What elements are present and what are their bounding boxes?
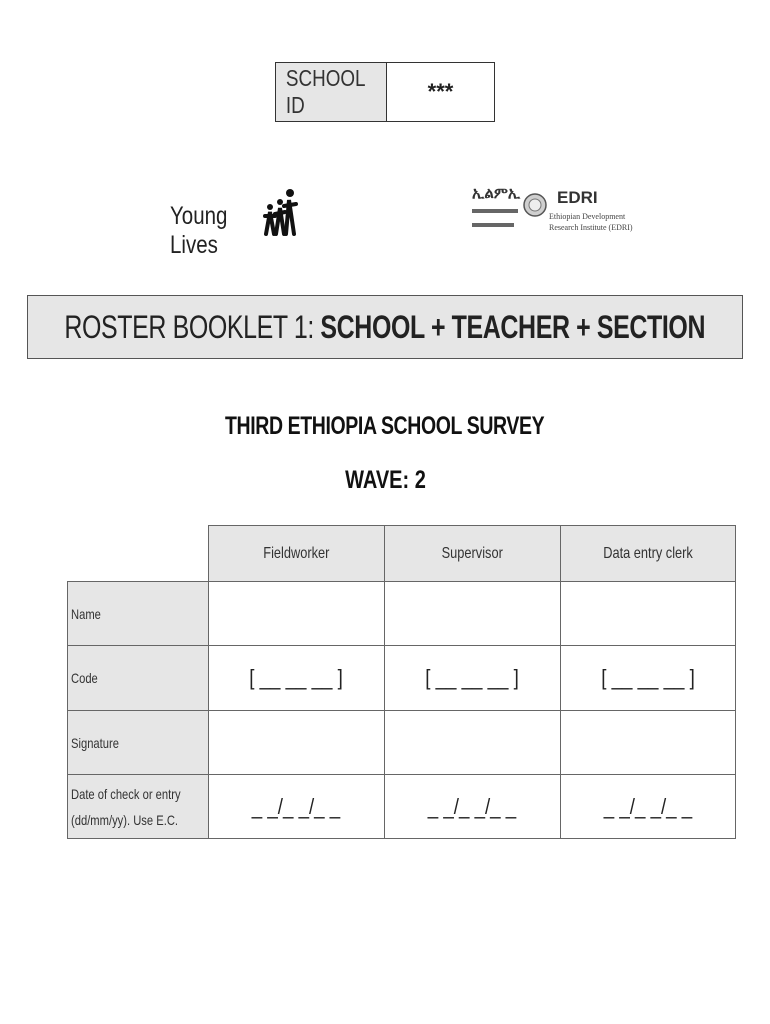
row-label-code: Code bbox=[68, 646, 209, 711]
young-lives-wordmark: Young Lives bbox=[170, 202, 228, 259]
children-figures-icon bbox=[262, 182, 298, 238]
edri-subtitle-2: Research Institute (EDRI) bbox=[549, 223, 633, 232]
signature-field-data-entry-clerk[interactable] bbox=[560, 711, 735, 775]
date-field-supervisor[interactable]: _ _/_ _/_ _ bbox=[384, 775, 560, 839]
young-lives-logo bbox=[170, 182, 300, 259]
name-field-data-entry-clerk[interactable] bbox=[560, 582, 735, 646]
booklet-title-bar bbox=[27, 295, 743, 359]
table-header-row bbox=[68, 526, 736, 582]
edri-seal-icon bbox=[523, 193, 547, 217]
code-field-fieldworker[interactable]: [ __ __ __ ] bbox=[208, 646, 384, 711]
column-data-entry-clerk: Data entry clerk bbox=[560, 526, 735, 582]
wave-title: WAVE: 2 bbox=[344, 466, 426, 494]
row-label-name: Name bbox=[68, 582, 209, 646]
row-label-signature: Signature bbox=[68, 711, 209, 775]
date-field-fieldworker[interactable]: _ _/_ _/_ _ bbox=[208, 775, 384, 839]
edri-logo bbox=[470, 185, 633, 241]
row-label-date: Date of check or entry (dd/mm/yy). Use E.C. bbox=[68, 775, 209, 839]
edri-amharic-logo: ኢልምኢ bbox=[470, 185, 522, 241]
school-id-value[interactable]: *** bbox=[427, 79, 454, 104]
table-row-signature bbox=[68, 711, 736, 775]
booklet-title: ROSTER BOOKLET 1: SCHOOL + TEACHER + SECTION bbox=[64, 308, 706, 345]
name-field-fieldworker[interactable] bbox=[208, 582, 384, 646]
column-supervisor: Supervisor bbox=[384, 526, 560, 582]
edri-subtitle-1: Ethiopian Development bbox=[549, 212, 626, 221]
table-row-name bbox=[68, 582, 736, 646]
signature-field-supervisor[interactable] bbox=[384, 711, 560, 775]
survey-title: THIRD ETHIOPIA SCHOOL SURVEY bbox=[225, 412, 545, 440]
table-row-code bbox=[68, 646, 736, 711]
column-fieldworker: Fieldworker bbox=[208, 526, 384, 582]
date-field-data-entry-clerk[interactable]: _ _/_ _/_ _ bbox=[560, 775, 735, 839]
code-field-supervisor[interactable]: [ __ __ __ ] bbox=[384, 646, 560, 711]
signature-field-fieldworker[interactable] bbox=[208, 711, 384, 775]
edri-name: EDRI bbox=[557, 188, 598, 207]
school-id-box bbox=[275, 62, 495, 122]
name-field-supervisor[interactable] bbox=[384, 582, 560, 646]
roster-table bbox=[67, 525, 736, 839]
table-row-date bbox=[68, 775, 736, 839]
school-id-label: SCHOOL ID bbox=[276, 63, 387, 121]
code-field-data-entry-clerk[interactable]: [ __ __ __ ] bbox=[560, 646, 735, 711]
table-corner bbox=[68, 526, 209, 582]
